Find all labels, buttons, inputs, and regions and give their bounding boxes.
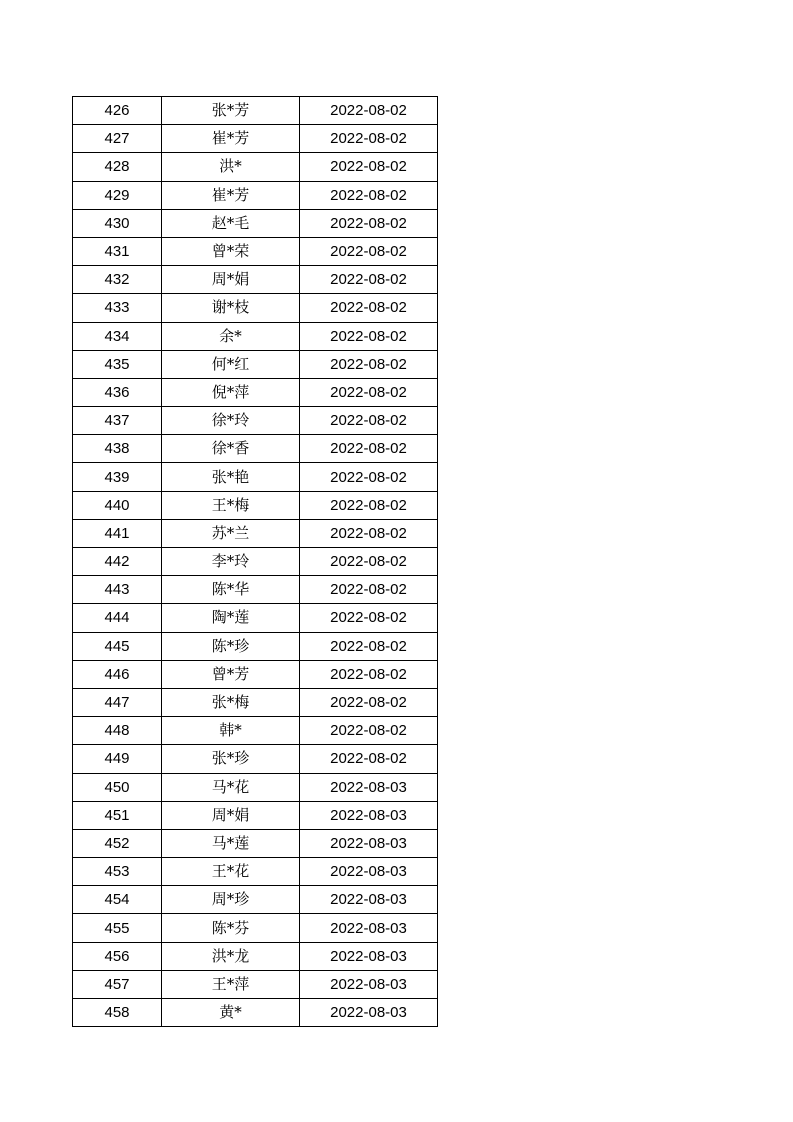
table-row xyxy=(73,322,438,350)
table-row xyxy=(73,886,438,914)
date-cell: 2022-08-02 xyxy=(300,378,438,406)
name-cell: 崔*芳 xyxy=(162,181,300,209)
row-number-cell: 453 xyxy=(73,858,162,886)
date-cell: 2022-08-02 xyxy=(300,153,438,181)
table-row xyxy=(73,463,438,491)
table-row xyxy=(73,125,438,153)
row-number-cell: 432 xyxy=(73,266,162,294)
date-cell: 2022-08-02 xyxy=(300,237,438,265)
row-number-cell: 456 xyxy=(73,942,162,970)
table-row xyxy=(73,688,438,716)
name-cell: 曾*芳 xyxy=(162,660,300,688)
name-cell: 周*珍 xyxy=(162,886,300,914)
name-cell: 周*娟 xyxy=(162,801,300,829)
date-cell: 2022-08-03 xyxy=(300,773,438,801)
date-cell: 2022-08-03 xyxy=(300,886,438,914)
name-cell: 马*花 xyxy=(162,773,300,801)
row-number-cell: 443 xyxy=(73,576,162,604)
date-cell: 2022-08-02 xyxy=(300,463,438,491)
row-number-cell: 427 xyxy=(73,125,162,153)
name-cell: 陈*芬 xyxy=(162,914,300,942)
name-cell: 周*娟 xyxy=(162,266,300,294)
table-row xyxy=(73,858,438,886)
name-cell: 马*莲 xyxy=(162,829,300,857)
row-number-cell: 454 xyxy=(73,886,162,914)
table-row xyxy=(73,153,438,181)
table-row xyxy=(73,942,438,970)
date-cell: 2022-08-02 xyxy=(300,350,438,378)
row-number-cell: 445 xyxy=(73,632,162,660)
row-number-cell: 452 xyxy=(73,829,162,857)
date-cell: 2022-08-02 xyxy=(300,97,438,125)
table-row xyxy=(73,266,438,294)
row-number-cell: 455 xyxy=(73,914,162,942)
table-row xyxy=(73,801,438,829)
date-cell: 2022-08-03 xyxy=(300,858,438,886)
date-cell: 2022-08-02 xyxy=(300,660,438,688)
row-number-cell: 441 xyxy=(73,519,162,547)
row-number-cell: 447 xyxy=(73,688,162,716)
table-row xyxy=(73,604,438,632)
name-cell: 陈*珍 xyxy=(162,632,300,660)
date-cell: 2022-08-03 xyxy=(300,970,438,998)
date-cell: 2022-08-02 xyxy=(300,209,438,237)
row-number-cell: 429 xyxy=(73,181,162,209)
table-row xyxy=(73,407,438,435)
date-cell: 2022-08-03 xyxy=(300,942,438,970)
row-number-cell: 437 xyxy=(73,407,162,435)
record-table-body xyxy=(73,97,438,1027)
name-cell: 洪*龙 xyxy=(162,942,300,970)
row-number-cell: 457 xyxy=(73,970,162,998)
name-cell: 陈*华 xyxy=(162,576,300,604)
row-number-cell: 451 xyxy=(73,801,162,829)
record-table xyxy=(72,96,438,1027)
name-cell: 王*花 xyxy=(162,858,300,886)
table-row xyxy=(73,519,438,547)
date-cell: 2022-08-02 xyxy=(300,717,438,745)
table-row xyxy=(73,294,438,322)
row-number-cell: 431 xyxy=(73,237,162,265)
date-cell: 2022-08-02 xyxy=(300,294,438,322)
date-cell: 2022-08-02 xyxy=(300,688,438,716)
date-cell: 2022-08-02 xyxy=(300,407,438,435)
name-cell: 张*芳 xyxy=(162,97,300,125)
table-row xyxy=(73,970,438,998)
table-row xyxy=(73,237,438,265)
table-row xyxy=(73,660,438,688)
date-cell: 2022-08-03 xyxy=(300,999,438,1027)
name-cell: 赵*毛 xyxy=(162,209,300,237)
row-number-cell: 428 xyxy=(73,153,162,181)
name-cell: 张*梅 xyxy=(162,688,300,716)
row-number-cell: 458 xyxy=(73,999,162,1027)
row-number-cell: 440 xyxy=(73,491,162,519)
name-cell: 崔*芳 xyxy=(162,125,300,153)
table-row xyxy=(73,576,438,604)
row-number-cell: 426 xyxy=(73,97,162,125)
name-cell: 曾*荣 xyxy=(162,237,300,265)
row-number-cell: 436 xyxy=(73,378,162,406)
row-number-cell: 439 xyxy=(73,463,162,491)
name-cell: 徐*香 xyxy=(162,435,300,463)
date-cell: 2022-08-03 xyxy=(300,914,438,942)
name-cell: 苏*兰 xyxy=(162,519,300,547)
date-cell: 2022-08-03 xyxy=(300,829,438,857)
row-number-cell: 450 xyxy=(73,773,162,801)
name-cell: 张*珍 xyxy=(162,745,300,773)
name-cell: 洪* xyxy=(162,153,300,181)
table-row xyxy=(73,435,438,463)
name-cell: 张*艳 xyxy=(162,463,300,491)
date-cell: 2022-08-02 xyxy=(300,435,438,463)
table-row xyxy=(73,999,438,1027)
row-number-cell: 442 xyxy=(73,548,162,576)
name-cell: 陶*莲 xyxy=(162,604,300,632)
date-cell: 2022-08-02 xyxy=(300,548,438,576)
table-row xyxy=(73,548,438,576)
row-number-cell: 448 xyxy=(73,717,162,745)
name-cell: 谢*枝 xyxy=(162,294,300,322)
name-cell: 王*梅 xyxy=(162,491,300,519)
date-cell: 2022-08-03 xyxy=(300,801,438,829)
date-cell: 2022-08-02 xyxy=(300,576,438,604)
table-row xyxy=(73,745,438,773)
table-row xyxy=(73,97,438,125)
table-row xyxy=(73,829,438,857)
table-row xyxy=(73,209,438,237)
name-cell: 韩* xyxy=(162,717,300,745)
table-row xyxy=(73,717,438,745)
table-row xyxy=(73,914,438,942)
table-row xyxy=(73,350,438,378)
date-cell: 2022-08-02 xyxy=(300,632,438,660)
date-cell: 2022-08-02 xyxy=(300,491,438,519)
date-cell: 2022-08-02 xyxy=(300,181,438,209)
table-row xyxy=(73,491,438,519)
name-cell: 倪*萍 xyxy=(162,378,300,406)
name-cell: 王*萍 xyxy=(162,970,300,998)
date-cell: 2022-08-02 xyxy=(300,745,438,773)
table-row xyxy=(73,632,438,660)
date-cell: 2022-08-02 xyxy=(300,604,438,632)
name-cell: 余* xyxy=(162,322,300,350)
name-cell: 李*玲 xyxy=(162,548,300,576)
row-number-cell: 444 xyxy=(73,604,162,632)
row-number-cell: 446 xyxy=(73,660,162,688)
table-row xyxy=(73,773,438,801)
date-cell: 2022-08-02 xyxy=(300,266,438,294)
row-number-cell: 435 xyxy=(73,350,162,378)
table-row xyxy=(73,181,438,209)
date-cell: 2022-08-02 xyxy=(300,125,438,153)
row-number-cell: 449 xyxy=(73,745,162,773)
name-cell: 黄* xyxy=(162,999,300,1027)
date-cell: 2022-08-02 xyxy=(300,322,438,350)
name-cell: 徐*玲 xyxy=(162,407,300,435)
date-cell: 2022-08-02 xyxy=(300,519,438,547)
row-number-cell: 433 xyxy=(73,294,162,322)
name-cell: 何*红 xyxy=(162,350,300,378)
row-number-cell: 434 xyxy=(73,322,162,350)
table-row xyxy=(73,378,438,406)
row-number-cell: 430 xyxy=(73,209,162,237)
row-number-cell: 438 xyxy=(73,435,162,463)
